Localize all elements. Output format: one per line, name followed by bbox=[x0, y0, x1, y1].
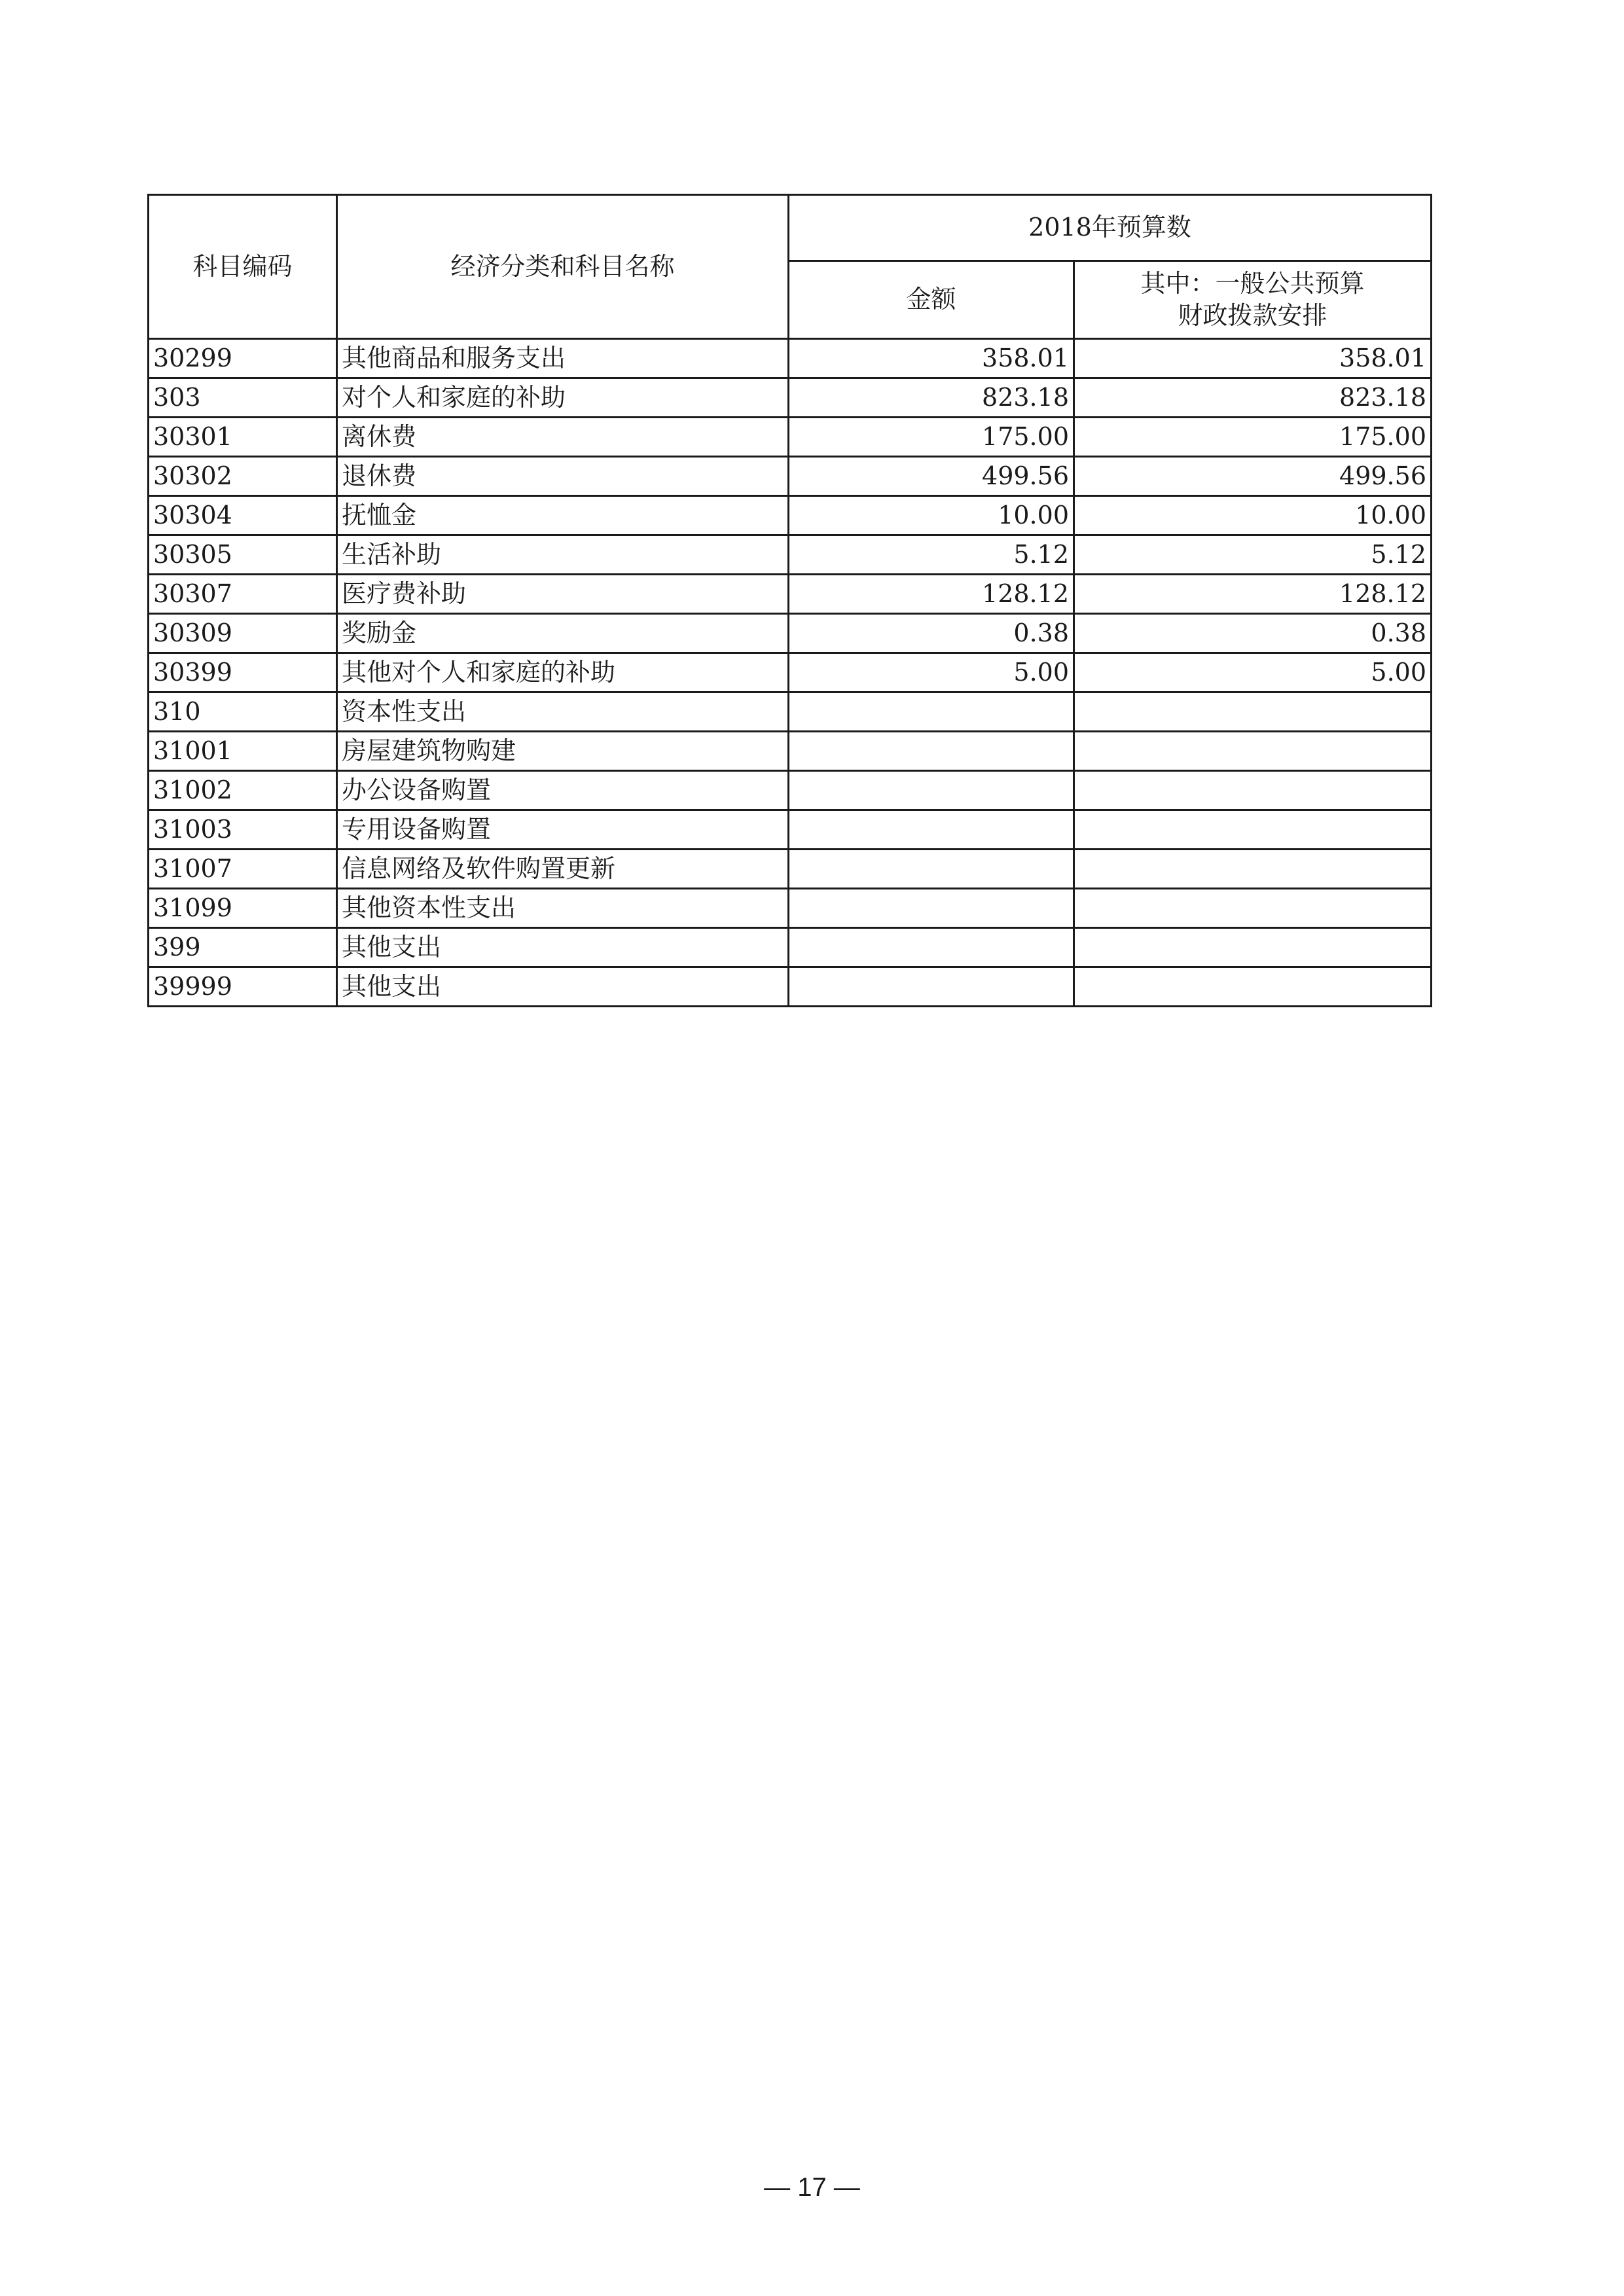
cell-name: 其他支出 bbox=[337, 967, 789, 1007]
cell-general-budget: 5.12 bbox=[1074, 535, 1432, 575]
table-row bbox=[149, 850, 1432, 889]
cell-amount bbox=[789, 928, 1074, 967]
table-row bbox=[149, 967, 1432, 1007]
table-row bbox=[149, 653, 1432, 692]
cell-general-budget: 0.38 bbox=[1074, 614, 1432, 653]
table-row bbox=[149, 339, 1432, 378]
cell-general-budget: 128.12 bbox=[1074, 575, 1432, 614]
cell-amount bbox=[789, 732, 1074, 771]
table-row bbox=[149, 496, 1432, 535]
cell-general-budget bbox=[1074, 850, 1432, 889]
cell-name: 医疗费补助 bbox=[337, 575, 789, 614]
cell-general-budget bbox=[1074, 732, 1432, 771]
cell-code: 31003 bbox=[149, 810, 337, 850]
cell-amount bbox=[789, 967, 1074, 1007]
cell-amount: 128.12 bbox=[789, 575, 1074, 614]
table-row bbox=[149, 810, 1432, 850]
table-row bbox=[149, 614, 1432, 653]
cell-code: 31007 bbox=[149, 850, 337, 889]
cell-code: 399 bbox=[149, 928, 337, 967]
cell-general-budget bbox=[1074, 810, 1432, 850]
cell-general-budget: 5.00 bbox=[1074, 653, 1432, 692]
cell-name: 对个人和家庭的补助 bbox=[337, 378, 789, 418]
cell-general-budget: 823.18 bbox=[1074, 378, 1432, 418]
header-general-line1: 其中：一般公共预算 bbox=[1140, 268, 1365, 298]
cell-code: 39999 bbox=[149, 967, 337, 1007]
cell-general-budget: 175.00 bbox=[1074, 418, 1432, 457]
cell-name: 专用设备购置 bbox=[337, 810, 789, 850]
cell-code: 31002 bbox=[149, 771, 337, 810]
cell-amount: 5.00 bbox=[789, 653, 1074, 692]
cell-code: 30299 bbox=[149, 339, 337, 378]
table-body bbox=[149, 339, 1432, 1007]
cell-amount: 823.18 bbox=[789, 378, 1074, 418]
cell-name: 其他支出 bbox=[337, 928, 789, 967]
cell-code: 31099 bbox=[149, 889, 337, 928]
cell-amount bbox=[789, 771, 1074, 810]
cell-general-budget bbox=[1074, 692, 1432, 732]
cell-amount: 358.01 bbox=[789, 339, 1074, 378]
cell-code: 310 bbox=[149, 692, 337, 732]
table-row bbox=[149, 575, 1432, 614]
cell-code: 30301 bbox=[149, 418, 337, 457]
table-row bbox=[149, 535, 1432, 575]
cell-amount: 175.00 bbox=[789, 418, 1074, 457]
cell-code: 30304 bbox=[149, 496, 337, 535]
table-row bbox=[149, 378, 1432, 418]
cell-name: 其他商品和服务支出 bbox=[337, 339, 789, 378]
header-row-1 bbox=[149, 195, 1432, 261]
cell-name: 信息网络及软件购置更新 bbox=[337, 850, 789, 889]
cell-name: 退休费 bbox=[337, 457, 789, 496]
cell-amount: 5.12 bbox=[789, 535, 1074, 575]
cell-general-budget bbox=[1074, 771, 1432, 810]
cell-name: 生活补助 bbox=[337, 535, 789, 575]
cell-name: 房屋建筑物购建 bbox=[337, 732, 789, 771]
cell-general-budget: 10.00 bbox=[1074, 496, 1432, 535]
cell-code: 30302 bbox=[149, 457, 337, 496]
cell-name: 抚恤金 bbox=[337, 496, 789, 535]
cell-general-budget bbox=[1074, 889, 1432, 928]
table-row bbox=[149, 457, 1432, 496]
table-row bbox=[149, 418, 1432, 457]
cell-name: 办公设备购置 bbox=[337, 771, 789, 810]
table-row bbox=[149, 692, 1432, 732]
cell-amount bbox=[789, 692, 1074, 732]
table-row bbox=[149, 889, 1432, 928]
table-row bbox=[149, 771, 1432, 810]
cell-name: 资本性支出 bbox=[337, 692, 789, 732]
header-budget-2018: 2018年预算数 bbox=[789, 195, 1432, 261]
cell-amount: 499.56 bbox=[789, 457, 1074, 496]
cell-amount bbox=[789, 850, 1074, 889]
header-name: 经济分类和科目名称 bbox=[337, 195, 789, 339]
cell-name: 奖励金 bbox=[337, 614, 789, 653]
cell-code: 31001 bbox=[149, 732, 337, 771]
cell-code: 30307 bbox=[149, 575, 337, 614]
cell-name: 离休费 bbox=[337, 418, 789, 457]
cell-general-budget bbox=[1074, 928, 1432, 967]
budget-table bbox=[147, 194, 1432, 1007]
cell-code: 30305 bbox=[149, 535, 337, 575]
page-number: — 17 — bbox=[764, 2173, 860, 2202]
table-row bbox=[149, 732, 1432, 771]
cell-amount bbox=[789, 889, 1074, 928]
header-general-budget bbox=[1074, 261, 1432, 339]
cell-general-budget: 358.01 bbox=[1074, 339, 1432, 378]
header-general-line2: 财政拨款安排 bbox=[1178, 301, 1327, 330]
cell-general-budget bbox=[1074, 967, 1432, 1007]
cell-amount bbox=[789, 810, 1074, 850]
table-row bbox=[149, 928, 1432, 967]
header-amount: 金额 bbox=[789, 261, 1074, 339]
cell-general-budget: 499.56 bbox=[1074, 457, 1432, 496]
cell-name: 其他对个人和家庭的补助 bbox=[337, 653, 789, 692]
cell-code: 30309 bbox=[149, 614, 337, 653]
cell-name: 其他资本性支出 bbox=[337, 889, 789, 928]
cell-amount: 0.38 bbox=[789, 614, 1074, 653]
cell-code: 303 bbox=[149, 378, 337, 418]
header-code: 科目编码 bbox=[149, 195, 337, 339]
cell-code: 30399 bbox=[149, 653, 337, 692]
cell-amount: 10.00 bbox=[789, 496, 1074, 535]
